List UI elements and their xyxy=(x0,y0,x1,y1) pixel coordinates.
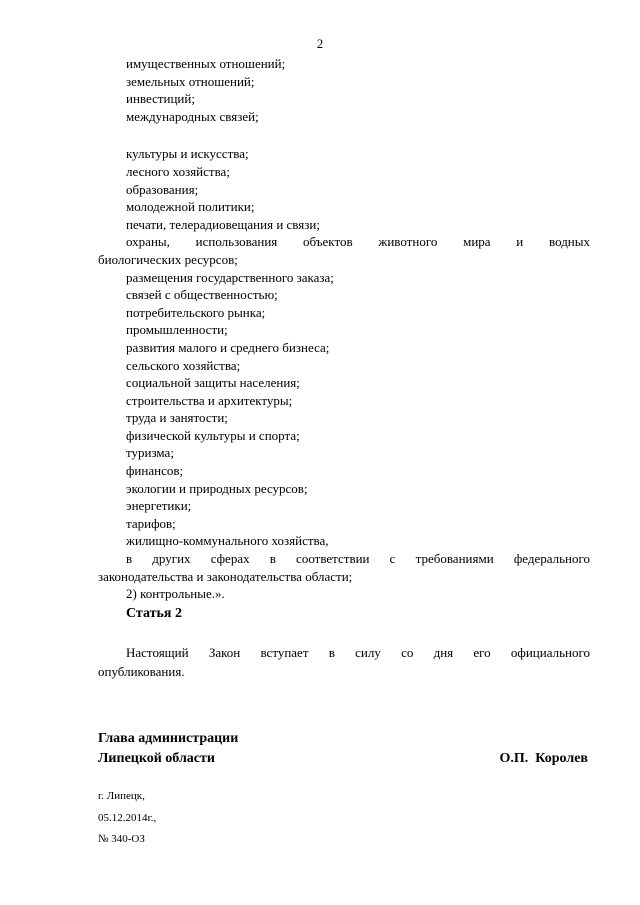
list-item: имущественных отношений; xyxy=(126,56,286,71)
page-number: 2 xyxy=(316,36,324,51)
list-item-continuation: биологических ресурсов; xyxy=(98,251,238,267)
list-item: строительства и архитектуры; xyxy=(126,392,293,408)
list-item-continuation: законодательства и законодательства области; xyxy=(98,568,353,584)
list-item: развития малого и среднего бизнеса; xyxy=(126,339,330,355)
list-item: труда и занятости; xyxy=(126,410,228,426)
meta-city: г. Липецк, xyxy=(98,790,145,802)
list-item-justified: в других сферах в соответствии с требованиями федерального xyxy=(126,551,590,567)
list-item: потребительского рынка; xyxy=(126,304,266,320)
article-title: Статья 2 xyxy=(126,606,182,621)
list-gap xyxy=(98,125,590,145)
list-item: инвестиций; xyxy=(126,91,195,107)
signatory-name: О.П. Королев xyxy=(499,751,588,766)
list-item-justified: охраны, использования объектов животного мира и водных xyxy=(126,234,590,250)
list-item: промышленности; xyxy=(126,322,228,338)
list-item: земельных отношений; xyxy=(126,73,255,89)
meta-number: № 340-ОЗ xyxy=(98,833,145,845)
list-item: жилищно-коммунального хозяйства, xyxy=(126,533,329,549)
signature-title-line: Липецкой области xyxy=(98,751,215,766)
list-item: печати, телерадиовещания и связи; xyxy=(126,216,320,232)
signature-title-line: Глава администрации xyxy=(98,731,239,746)
article-text-line: Настоящий Закон вступает в силу со дня его официального xyxy=(126,645,590,660)
list-item: молодежной политики; xyxy=(126,199,255,215)
competence-list xyxy=(98,55,590,603)
list-item: энергетики; xyxy=(126,498,192,514)
list-item: связей с общественностью; xyxy=(126,287,278,303)
list-item: культуры и искусства; xyxy=(126,146,249,162)
list-item: образования; xyxy=(126,181,199,197)
list-item: туризма; xyxy=(126,445,174,461)
list-item: социальной защиты населения; xyxy=(126,375,300,391)
signature-title xyxy=(98,729,238,769)
list-item: международных связей; xyxy=(126,108,259,124)
list-item: физической культуры и спорта; xyxy=(126,427,300,443)
list-item-control: 2) контрольные.». xyxy=(126,586,225,602)
list-item: размещения государственного заказа; xyxy=(126,269,334,285)
list-item: тарифов; xyxy=(126,515,176,531)
law-metadata xyxy=(98,786,156,851)
list-item: финансов; xyxy=(126,463,184,479)
meta-date: 05.12.2014г., xyxy=(98,811,157,824)
article-text-line: опубликования. xyxy=(98,664,185,679)
list-item: сельского хозяйства; xyxy=(126,357,241,373)
list-item: лесного хозяйства; xyxy=(126,163,230,179)
article-paragraph xyxy=(98,643,590,681)
list-item: экологии и природных ресурсов; xyxy=(126,480,308,496)
